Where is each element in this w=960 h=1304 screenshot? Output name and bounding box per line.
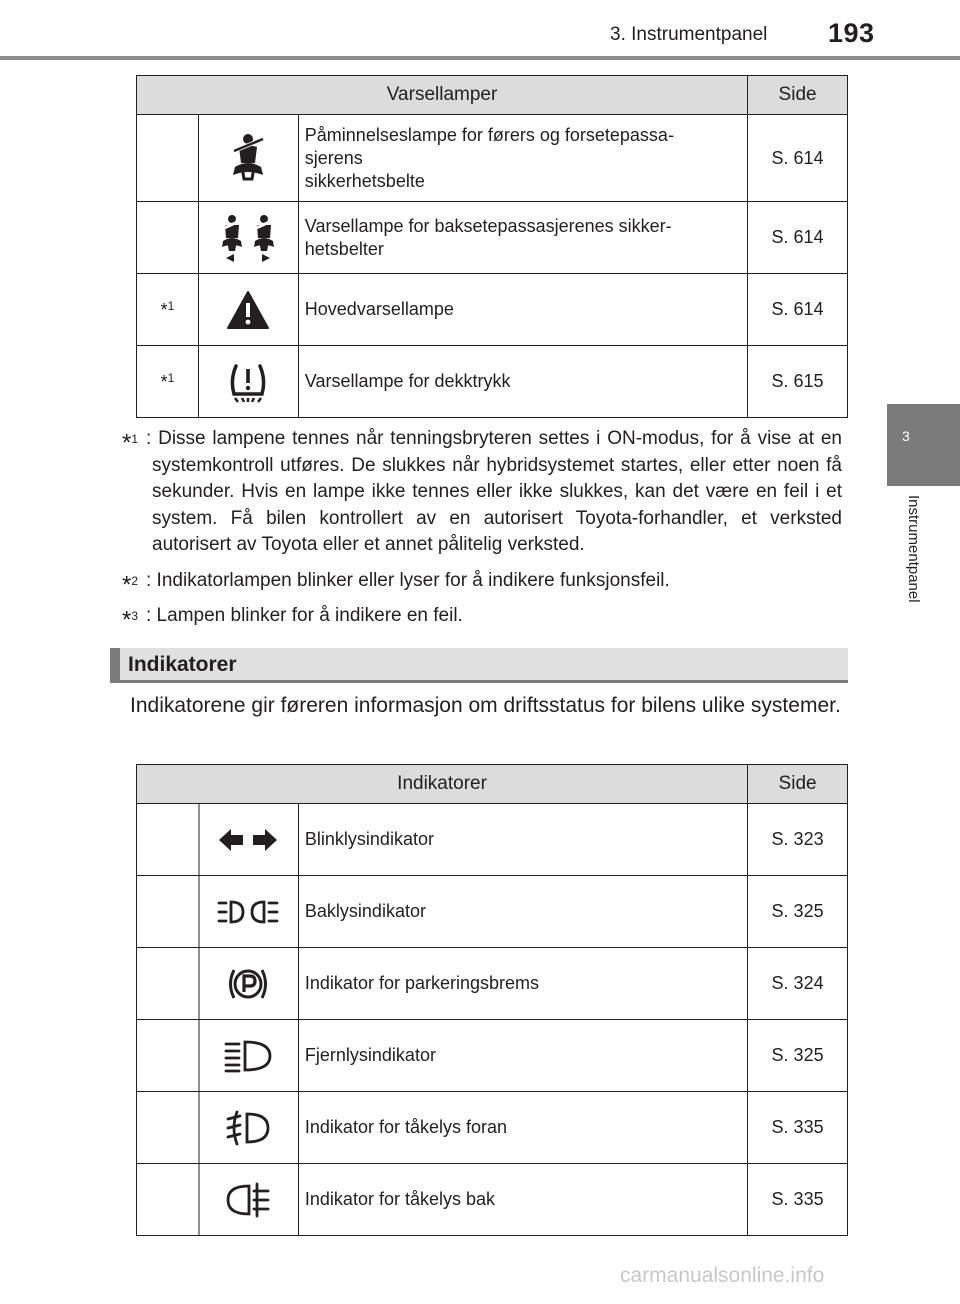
row-description: Indikator for parkeringsbrems (298, 948, 747, 1020)
row-page: S. 614 (748, 115, 848, 202)
table-row (137, 346, 848, 418)
row-mark (137, 115, 199, 202)
chapter-title: 3. Instrumentpanel (610, 24, 768, 45)
footnote-mark-number: 1 (167, 298, 175, 313)
footnote-mark: * (160, 371, 168, 392)
high-beam-icon (137, 1020, 299, 1092)
table-row (137, 274, 848, 346)
row-page: S. 614 (748, 274, 848, 346)
footnote (122, 603, 842, 634)
row-mark (137, 202, 199, 274)
seatbelt-reminder-icon (198, 115, 298, 202)
turn-signal-icon (137, 804, 299, 876)
column-header-page: Side (748, 765, 848, 804)
row-page: S. 615 (748, 346, 848, 418)
footnote-label (122, 568, 138, 601)
column-header-name: Indikatorer (137, 765, 748, 804)
watermark: carmanualsonline.info (620, 1264, 825, 1287)
indicators-table (136, 764, 848, 1236)
row-description (298, 202, 747, 274)
row-mark (137, 346, 199, 418)
tail-light-icon (137, 876, 299, 948)
footnote-text: : Disse lampene tennes når tenningsbryteren settes i ON-modus, for å vise at en systemkontroll utføres. De slukkes når hybridsystemet startes, eller etter noen få sekunder. Hvis en lampe ikke tennes eller ikke slukkes, kan det være en feil i et system. Få bilen kontrollert av en autorisert Toyota-forhandler, et verksted autorisert av Toyota eller et annet pålitelig verksted. (146, 428, 842, 555)
row-description-text: Påminnelseslampe for førers og forsetepassa- sjerens sikkerhetsbelte (304, 124, 674, 191)
table-row (137, 948, 848, 1020)
master-warning-icon (198, 274, 298, 346)
row-description: Baklysindikator (298, 876, 747, 948)
footnote-mark-number: 1 (167, 370, 175, 385)
chapter-side-label-text: Instrumentpanel (905, 495, 922, 603)
footnote (122, 426, 842, 559)
table-row (137, 876, 848, 948)
footnote-asterisk: * (122, 606, 132, 634)
footnote-asterisk: * (122, 429, 132, 457)
row-description: Indikator for tåkelys foran (298, 1092, 747, 1164)
row-description: Varsellampe for dekktrykk (298, 346, 747, 418)
row-description: Indikator for tåkelys bak (298, 1164, 747, 1236)
table-row (137, 1164, 848, 1236)
row-description: Hovedvarsellampe (298, 274, 747, 346)
header-rule (0, 56, 960, 60)
row-page: S. 325 (748, 876, 848, 948)
row-page: S. 325 (748, 1020, 848, 1092)
footnote-label (122, 426, 138, 459)
rear-fog-light-icon (137, 1164, 299, 1236)
row-mark (137, 274, 199, 346)
parking-brake-icon (137, 948, 299, 1020)
table-row (137, 1020, 848, 1092)
footnote-label (122, 603, 138, 636)
row-page: S. 614 (748, 202, 848, 274)
table-row (137, 115, 848, 202)
row-page: S. 324 (748, 948, 848, 1020)
row-page: S. 335 (748, 1164, 848, 1236)
table-row (137, 202, 848, 274)
page-number: 193 (828, 18, 875, 48)
chapter-side-label (904, 495, 924, 645)
footnote-number: 3 (131, 609, 139, 623)
footnote-number: 1 (131, 432, 139, 446)
column-header-name: Varsellamper (137, 76, 748, 115)
section-title: Indikatorer (128, 653, 237, 676)
chapter-tab (887, 404, 960, 486)
row-description: Fjernlysindikator (298, 1020, 747, 1092)
chapter-tab-number: 3 (902, 428, 910, 444)
footnote (122, 568, 842, 599)
footnote-mark: * (160, 299, 168, 320)
table-row (137, 804, 848, 876)
section-intro: Indikatorene gir føreren informasjon om driftsstatus for bilens ulike systemer. (130, 694, 841, 717)
row-page: S. 323 (748, 804, 848, 876)
row-description: Blinklysindikator (298, 804, 747, 876)
column-header-page: Side (748, 76, 848, 115)
row-description (298, 115, 747, 202)
footnote-text: : Lampen blinker for å indikere en feil. (146, 605, 463, 626)
row-page: S. 335 (748, 1092, 848, 1164)
table-row (137, 1092, 848, 1164)
footnote-asterisk: * (122, 571, 132, 599)
table-header-row (137, 76, 848, 115)
rear-seatbelt-reminder-icon (198, 202, 298, 274)
front-fog-light-icon (137, 1092, 299, 1164)
row-description-text: Varsellampe for baksetepassasjerenes sikker- hetsbelter (304, 215, 672, 259)
table-header-row (137, 765, 848, 804)
footnote-text: : Indikatorlampen blinker eller lyser for å indikere funksjonsfeil. (146, 570, 670, 591)
footnote-number: 2 (131, 574, 139, 588)
tire-pressure-warning-icon (198, 346, 298, 418)
warning-lights-table (136, 75, 848, 418)
